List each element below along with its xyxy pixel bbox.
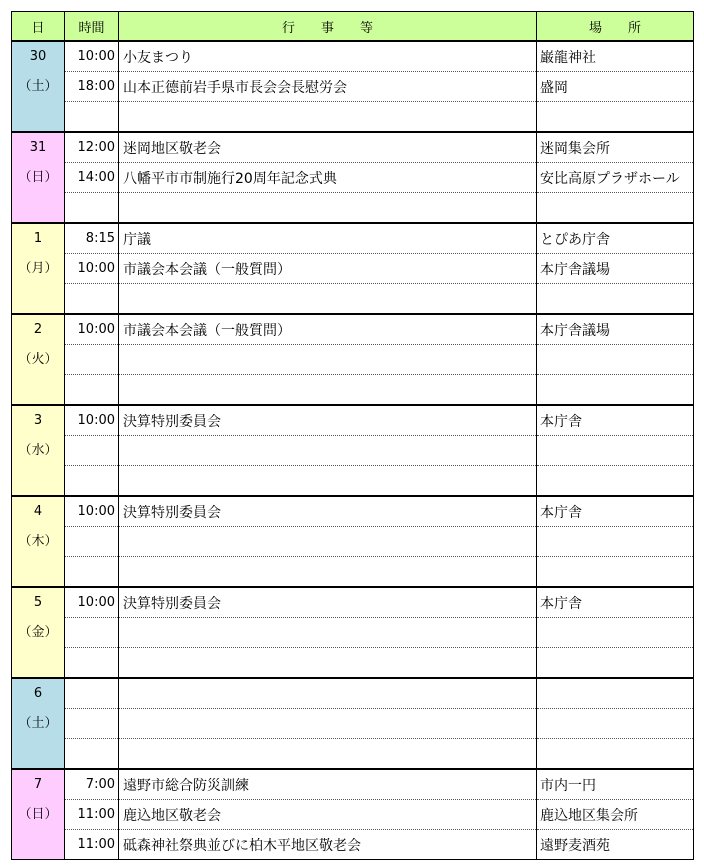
event-cell: 庁議 [119,223,537,254]
time-cell [65,648,119,679]
table-row [12,527,694,557]
event-cell: 市議会本会議（一般質問） [119,314,537,345]
time-cell: 10:00 [65,496,119,527]
day-weekday: （土） [18,79,58,94]
time-cell [65,557,119,588]
place-cell: とぴあ庁舎 [537,223,694,254]
header-event: 行 事 等 [119,12,537,42]
time-cell: 14:00 [65,163,119,193]
time-cell [65,345,119,375]
table-row [12,466,694,497]
place-cell: 安比高原プラザホール [537,163,694,193]
schedule-table [11,11,694,860]
place-cell: 盛岡 [537,72,694,102]
table-row [12,223,694,254]
event-cell [119,739,537,770]
table-row [12,678,694,709]
place-cell [537,618,694,648]
event-cell: 迷岡地区敬老会 [119,132,537,163]
time-cell [65,436,119,466]
place-cell: 本庁舎 [537,496,694,527]
time-cell [65,618,119,648]
place-cell: 巌龍神社 [537,41,694,72]
time-cell [65,527,119,557]
day-weekday: （水） [18,443,58,458]
place-cell [537,466,694,497]
day-weekday: （月） [18,261,58,276]
place-cell: 市内一円 [537,769,694,800]
time-cell [65,466,119,497]
time-cell [65,284,119,315]
table-row [12,254,694,284]
table-row [12,193,694,224]
place-cell [537,436,694,466]
place-cell: 鹿込地区集会所 [537,800,694,830]
day-weekday: （日） [18,807,58,822]
table-row [12,284,694,315]
day-cell [12,769,65,860]
time-cell [65,193,119,224]
event-cell: 市議会本会議（一般質問） [119,254,537,284]
header-row [12,12,694,42]
place-cell [537,284,694,315]
header-day: 日 [12,12,65,42]
place-cell [537,527,694,557]
place-cell [537,648,694,679]
time-cell [65,102,119,133]
place-cell [537,557,694,588]
table-row [12,163,694,193]
table-row [12,102,694,133]
day-date: 4 [33,504,43,519]
place-cell [537,102,694,133]
event-cell [119,345,537,375]
header-time: 時間 [65,12,119,42]
time-cell: 10:00 [65,41,119,72]
day-cell [12,678,65,769]
time-cell: 11:00 [65,830,119,860]
table-row [12,314,694,345]
time-cell: 10:00 [65,254,119,284]
event-cell: 鹿込地区敬老会 [119,800,537,830]
place-cell [537,739,694,770]
event-cell: 決算特別委員会 [119,405,537,436]
schedule-body [12,41,694,860]
place-cell [537,345,694,375]
time-cell [65,678,119,709]
event-cell [119,527,537,557]
time-cell: 7:00 [65,769,119,800]
day-cell [12,587,65,678]
day-date: 5 [33,595,43,610]
day-weekday: （日） [18,170,58,185]
table-row [12,709,694,739]
place-cell: 本庁舎 [537,587,694,618]
event-cell [119,678,537,709]
event-cell: 決算特別委員会 [119,587,537,618]
place-cell: 本庁舎議場 [537,314,694,345]
event-cell [119,436,537,466]
event-cell [119,557,537,588]
table-row [12,769,694,800]
header-place: 場 所 [537,12,694,42]
day-cell [12,496,65,587]
table-row [12,496,694,527]
table-row [12,800,694,830]
table-row [12,557,694,588]
day-weekday: （火） [18,352,58,367]
event-cell [119,193,537,224]
day-cell [12,41,65,132]
time-cell: 12:00 [65,132,119,163]
table-row [12,41,694,72]
event-cell: 遠野市総合防災訓練 [119,769,537,800]
table-row [12,72,694,102]
place-cell: 本庁舎 [537,405,694,436]
table-row [12,405,694,436]
place-cell: 遠野麦酒苑 [537,830,694,860]
event-cell [119,375,537,406]
day-cell [12,223,65,314]
day-date: 7 [33,777,43,792]
time-cell: 10:00 [65,587,119,618]
event-cell: 砥森神社祭典並びに柏木平地区敬老会 [119,830,537,860]
time-cell [65,375,119,406]
day-weekday: （土） [18,716,58,731]
table-row [12,345,694,375]
day-date: 3 [33,413,43,428]
event-cell [119,284,537,315]
event-cell [119,466,537,497]
time-cell: 18:00 [65,72,119,102]
place-cell: 迷岡集会所 [537,132,694,163]
time-cell: 8:15 [65,223,119,254]
table-row [12,739,694,770]
day-date: 2 [33,322,43,337]
time-cell: 10:00 [65,405,119,436]
time-cell [65,739,119,770]
day-cell [12,314,65,405]
day-date: 1 [33,231,43,246]
table-row [12,648,694,679]
table-row [12,830,694,860]
table-row [12,436,694,466]
table-row [12,132,694,163]
day-weekday: （木） [18,534,58,549]
day-weekday: （金） [18,625,58,640]
event-cell [119,648,537,679]
time-cell: 10:00 [65,314,119,345]
time-cell: 11:00 [65,800,119,830]
day-date: 31 [29,140,47,155]
event-cell [119,102,537,133]
table-row [12,375,694,406]
place-cell [537,193,694,224]
place-cell [537,375,694,406]
place-cell [537,709,694,739]
event-cell [119,709,537,739]
place-cell: 本庁舎議場 [537,254,694,284]
event-cell: 山本正德前岩手県市長会会長慰労会 [119,72,537,102]
table-row [12,587,694,618]
table-row [12,618,694,648]
day-date: 30 [29,49,47,64]
event-cell [119,618,537,648]
time-cell [65,709,119,739]
event-cell: 小友まつり [119,41,537,72]
event-cell: 決算特別委員会 [119,496,537,527]
day-date: 6 [33,686,43,701]
place-cell [537,678,694,709]
day-cell [12,405,65,496]
day-cell [12,132,65,223]
event-cell: 八幡平市市制施行20周年記念式典 [119,163,537,193]
